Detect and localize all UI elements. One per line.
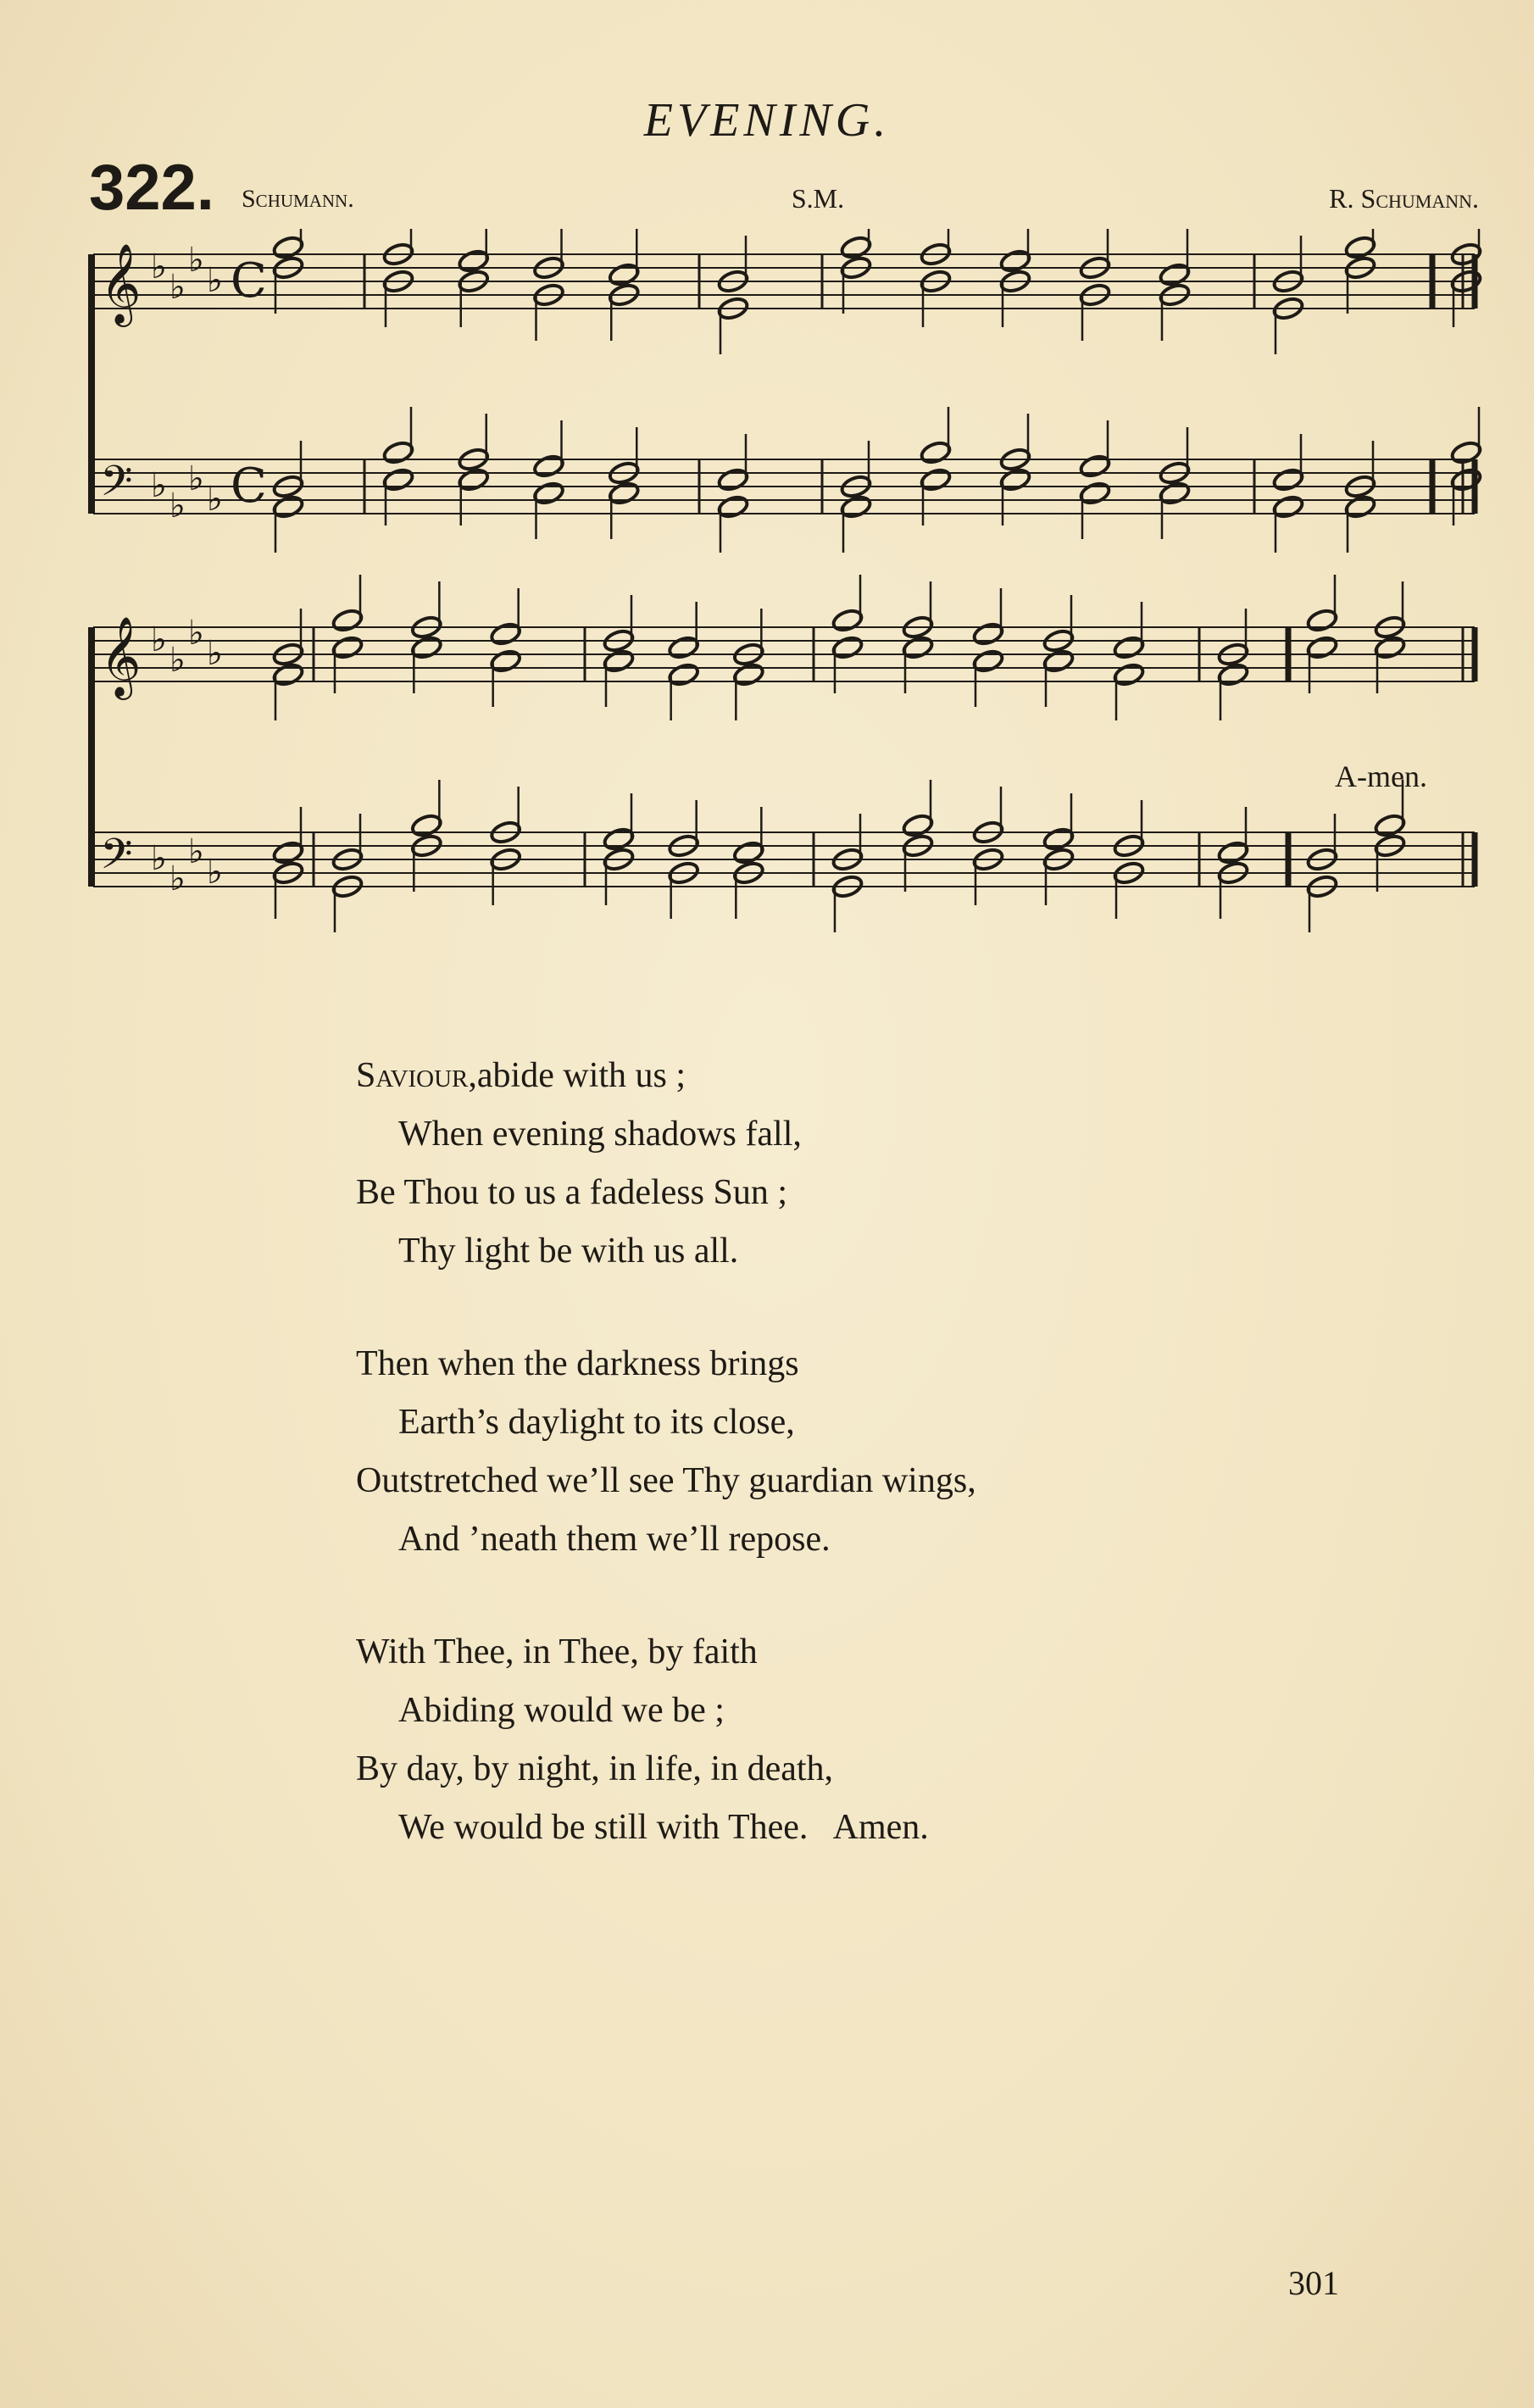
half-note xyxy=(410,813,443,838)
first-word: Saviour, xyxy=(356,1056,477,1095)
verse-line xyxy=(356,1047,1203,1105)
half-note xyxy=(1306,608,1339,633)
flat-icon: ♭ xyxy=(151,466,167,505)
hymn-number: 322. xyxy=(89,152,214,224)
half-note xyxy=(831,635,864,660)
half-note xyxy=(999,248,1032,274)
treble-clef-icon: 𝄞 xyxy=(100,243,142,324)
hymn-text xyxy=(356,1047,1203,1911)
half-note xyxy=(457,467,490,492)
page-number: 301 xyxy=(1288,2264,1339,2302)
half-note xyxy=(382,440,415,465)
half-note xyxy=(1374,635,1407,660)
half-note xyxy=(840,494,873,520)
system-brace xyxy=(88,627,95,887)
half-note xyxy=(1217,662,1250,687)
half-note xyxy=(608,481,641,506)
half-note xyxy=(1272,494,1305,520)
half-note xyxy=(831,608,864,633)
stanza-3 xyxy=(356,1623,1203,1857)
half-note xyxy=(1344,494,1377,520)
flat-icon: ♭ xyxy=(207,853,223,892)
treble-clef-icon: 𝄞 xyxy=(100,616,142,697)
common-time-icon: C xyxy=(231,459,267,514)
half-note xyxy=(1450,467,1483,492)
half-note xyxy=(603,826,636,852)
half-note xyxy=(732,662,765,687)
score-svg xyxy=(85,229,1483,949)
flat-icon: ♭ xyxy=(188,459,204,498)
flat-icon: ♭ xyxy=(207,261,223,300)
half-note xyxy=(1374,813,1407,838)
half-note xyxy=(1272,467,1305,492)
half-note xyxy=(1450,440,1483,465)
verse-line: Then when the darkness brings xyxy=(356,1344,799,1383)
half-note xyxy=(272,662,305,687)
half-note xyxy=(272,840,305,865)
half-note xyxy=(717,494,750,520)
half-note xyxy=(457,248,490,274)
verse-line: Thy light be with us all. xyxy=(398,1232,739,1271)
flat-icon: ♭ xyxy=(170,487,186,526)
verse-line: When evening shadows fall, xyxy=(398,1115,802,1154)
system-brace xyxy=(88,254,95,514)
flat-icon: ♭ xyxy=(188,614,204,653)
flat-icon: ♭ xyxy=(170,268,186,307)
half-note xyxy=(331,635,364,660)
half-note xyxy=(489,621,522,647)
half-note xyxy=(972,621,1005,647)
half-note xyxy=(732,840,765,865)
half-note xyxy=(603,648,636,674)
verse-line: We would be still with Thee. Amen. xyxy=(398,1808,929,1847)
flat-icon: ♭ xyxy=(207,634,223,673)
half-note xyxy=(272,235,305,260)
half-note xyxy=(1217,840,1250,865)
half-note xyxy=(902,813,935,838)
flat-icon: ♭ xyxy=(151,247,167,286)
half-note xyxy=(1042,826,1075,852)
verse-line: By day, by night, in life, in death, xyxy=(356,1749,834,1788)
common-time-icon: C xyxy=(231,253,267,309)
half-note xyxy=(999,467,1032,492)
flat-icon: ♭ xyxy=(188,241,204,280)
verse-line: Outstretched we’ll see Thy guardian wings, xyxy=(356,1461,976,1500)
half-note xyxy=(902,635,935,660)
half-note xyxy=(272,494,305,520)
half-note xyxy=(608,262,641,287)
verse-line: With Thee, in Thee, by faith xyxy=(356,1632,758,1671)
half-note xyxy=(717,467,750,492)
half-note xyxy=(331,608,364,633)
half-note xyxy=(532,453,565,479)
half-note xyxy=(1079,481,1112,506)
half-note xyxy=(489,648,522,674)
half-note xyxy=(410,635,443,660)
composer: R. Schumann. xyxy=(1329,183,1479,214)
half-note xyxy=(1306,635,1339,660)
half-note xyxy=(840,235,873,260)
half-note xyxy=(920,440,953,465)
flat-icon: ♭ xyxy=(151,620,167,659)
flat-icon: ♭ xyxy=(170,859,186,898)
half-note xyxy=(667,635,700,660)
bass-clef-icon: 𝄢 xyxy=(100,830,133,889)
half-note xyxy=(1344,235,1377,260)
bass-clef-icon: 𝄢 xyxy=(100,457,133,516)
flat-icon: ♭ xyxy=(188,832,204,871)
half-note xyxy=(667,662,700,687)
half-note xyxy=(1079,453,1112,479)
flat-icon: ♭ xyxy=(170,641,186,680)
half-note xyxy=(532,481,565,506)
flat-icon: ♭ xyxy=(207,480,223,519)
half-note xyxy=(972,648,1005,674)
half-note xyxy=(1042,648,1075,674)
running-title: EVENING. xyxy=(643,94,891,147)
half-note xyxy=(920,467,953,492)
verse-line: Earth’s daylight to its close, xyxy=(398,1403,795,1442)
tune-name: Schumann. xyxy=(242,185,354,213)
stanza-1 xyxy=(356,1047,1203,1281)
half-note xyxy=(1113,662,1146,687)
stanza-2 xyxy=(356,1335,1203,1569)
line-text: abide with us ; xyxy=(476,1056,686,1095)
half-note xyxy=(1113,635,1146,660)
meter: S.M. xyxy=(791,183,845,214)
hymn-header xyxy=(89,154,1479,222)
verse-line: Be Thou to us a fadeless Sun ; xyxy=(356,1173,788,1212)
flat-icon: ♭ xyxy=(151,839,167,878)
verse-line: Abiding would we be ; xyxy=(398,1691,725,1730)
music-score xyxy=(85,229,1483,949)
half-note xyxy=(1159,481,1192,506)
half-note xyxy=(1159,262,1192,287)
verse-line: And ’neath them we’ll repose. xyxy=(398,1520,831,1559)
half-note xyxy=(382,467,415,492)
amen-label: A-men. xyxy=(1335,759,1427,793)
